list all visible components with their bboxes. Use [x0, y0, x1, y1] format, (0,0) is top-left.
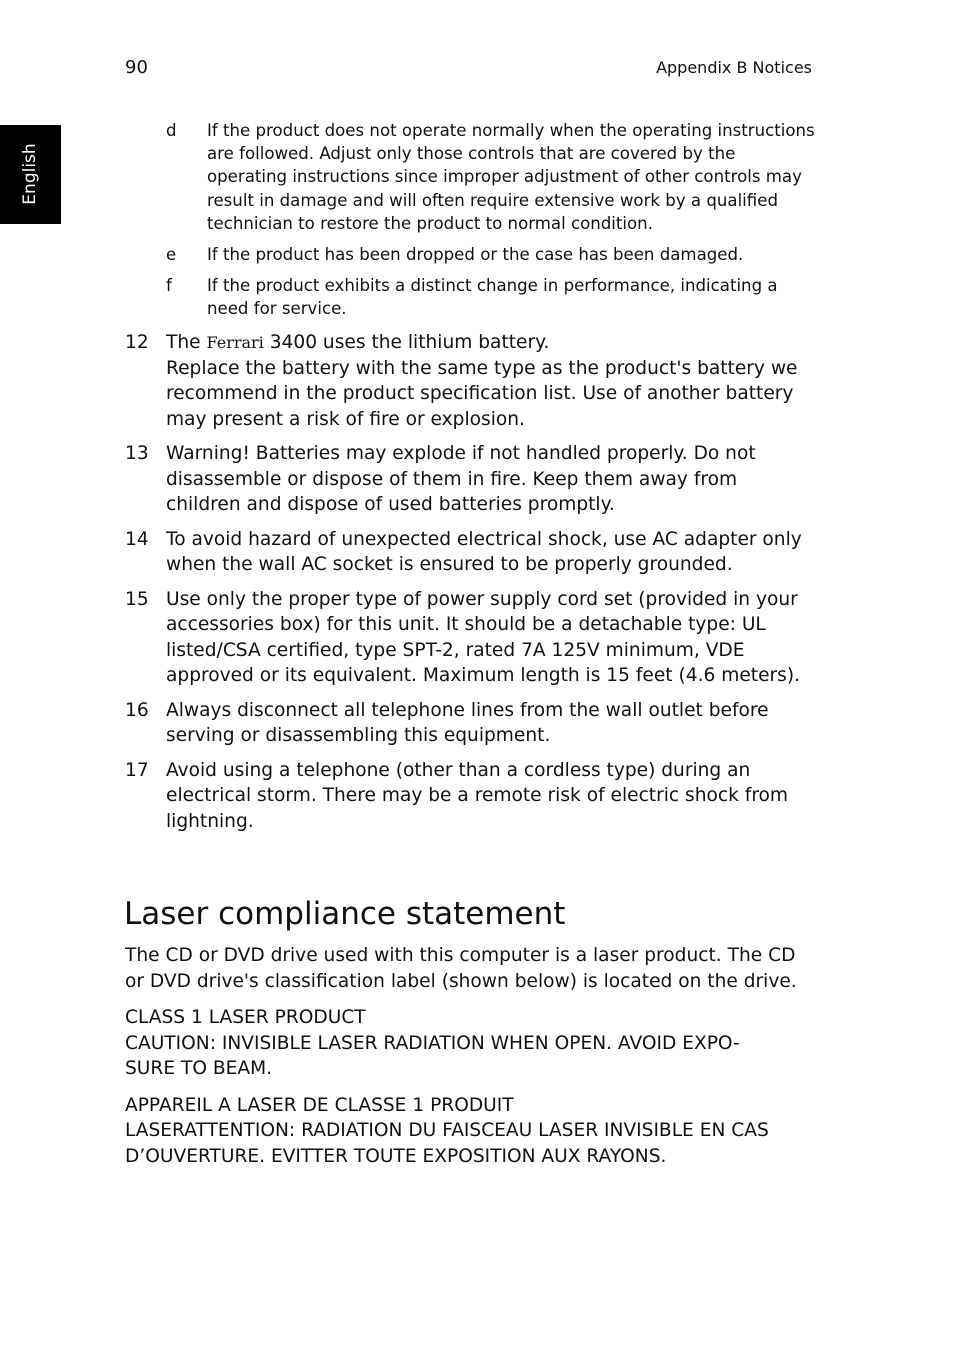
sub-list-item [166, 274, 816, 320]
section-heading: Laser compliance statement [124, 896, 566, 932]
side-tab-label: English [20, 143, 40, 205]
label-line: APPAREIL A LASER DE CLASSE 1 PRODUIT [125, 1094, 514, 1116]
item-text: To avoid hazard of unexpected electrical shock, use AC adapter only when the wall AC socket is ensured to be properly grounded. [166, 528, 802, 575]
label-line: LASERATTENTION: RADIATION DU FAISCEAU LASER INVISIBLE EN CAS [125, 1120, 769, 1141]
item-number: 17 [125, 759, 149, 781]
label-line: CAUTION: INVISIBLE LASER RADIATION WHEN OPEN. AVOID EXPO- [125, 1032, 740, 1054]
sub-list-item [166, 119, 816, 235]
label-line: CLASS 1 LASER PRODUCT [125, 1007, 366, 1028]
item-12-line1 [166, 330, 815, 356]
item-text: Always disconnect all telephone lines from the wall outlet before serving or disassembling this equipment. [166, 699, 769, 746]
sub-list-text: If the product does not operate normally when the operating instructions are followed. Adjust only those controls that are covered by the operating instructions since improper adjustment of other controls may result in damage and will often require extensive work by a qualified technician to restore the product to normal condition. [207, 121, 815, 233]
item-12-line2: Replace the battery with the same type as the product's battery we recommend in the product specification list. Use of another battery may present a risk of fire or explosion. [166, 357, 798, 430]
item-text: Avoid using a telephone (other than a cordless type) during an electrical storm. There may be a remote risk of electric shock from lightning. [166, 759, 789, 832]
item-number: 15 [125, 588, 149, 610]
page-number: 90 [125, 57, 148, 78]
laser-intro: The CD or DVD drive used with this computer is a laser product. The CD or DVD drive's classification label (shown below) is located on the drive. [125, 945, 797, 992]
sub-list-text: If the product exhibits a distinct change in performance, indicating a need for service. [207, 276, 778, 319]
numbered-list [125, 330, 815, 843]
list-item-14 [125, 527, 815, 578]
list-item-13 [125, 441, 815, 518]
list-item-15 [125, 587, 815, 689]
item-text: Warning! Batteries may explode if not handled properly. Do not disassemble or dispose of them in fire. Keep them away from children and dispose of used batteries promptly. [166, 443, 756, 515]
label-line: SURE TO BEAM. [125, 1058, 273, 1079]
sub-list-item [166, 243, 816, 266]
item-number: 14 [125, 528, 149, 550]
item-text: Use only the proper type of power supply cord set (provided in your accessories box) for this unit. It should be a detachable type: UL listed/CSA certified, type SPT-2, rated 7A 125V minimum, VDE approved or its equivalent. Maximum length is 15 feet (4.6 meters). [166, 588, 801, 686]
sub-list-marker: e [166, 245, 177, 265]
item-12-text-after: 3400 uses the lithium battery. [263, 332, 550, 353]
sub-list-marker: f [166, 276, 172, 296]
list-item-12 [125, 330, 815, 432]
laser-section-body [125, 943, 815, 1180]
list-item-16 [125, 698, 815, 749]
brand-name: Ferrari [206, 333, 264, 352]
running-header: Appendix B Notices [656, 58, 812, 77]
item-12-text-before: The [166, 332, 207, 353]
item-number: 16 [125, 699, 149, 721]
label-line: D’OUVERTURE. EVITTER TOUTE EXPOSITION AUX RAYONS. [125, 1145, 667, 1167]
sub-list [166, 119, 816, 329]
list-item-17 [125, 758, 815, 835]
item-number: 13 [125, 443, 149, 464]
sub-list-text: If the product has been dropped or the case has been damaged. [207, 245, 744, 265]
item-number: 12 [125, 332, 149, 353]
sub-list-marker: d [166, 121, 177, 140]
laser-label-english [125, 1005, 815, 1082]
laser-label-french [125, 1093, 815, 1170]
